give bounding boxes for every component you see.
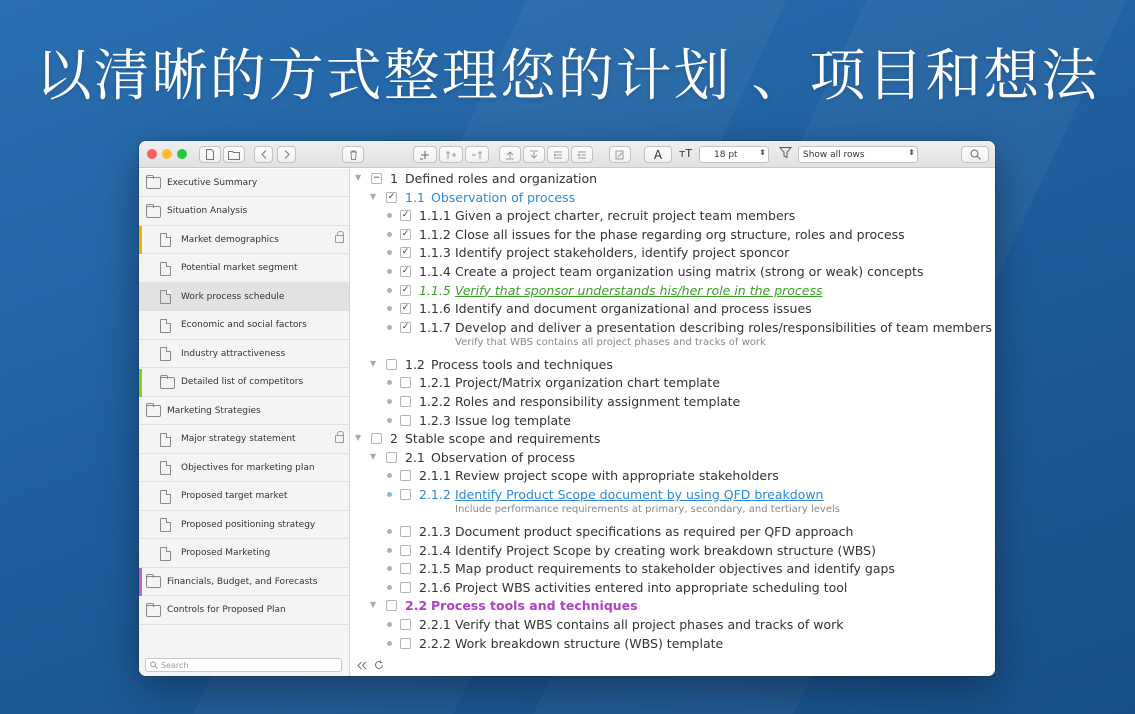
bullet-icon	[387, 399, 392, 404]
filter-icon[interactable]	[779, 146, 792, 162]
add-child-row-icon[interactable]	[439, 146, 463, 163]
outdent-icon[interactable]	[571, 146, 593, 163]
sidebar-item-executive-summary[interactable]: Executive Summary	[139, 169, 349, 197]
bullet-icon	[387, 418, 392, 423]
sidebar-item-detailed-competitors[interactable]: Detailed list of competitors	[139, 369, 349, 397]
label-color-bar	[139, 568, 142, 596]
outline-editor: ▼ − 1 Defined roles and organization ▼ ✓ 1.1 Observation of process ✓ 1.1.1 Given a project charter, recruit project team members ✓ 1.1.2 Close all issues for the phase regarding org structure, roles and process ✓ 1.1.3 Identify project stakeholders, identify project sponcor ✓ 1.1.4 Create a project team organization using matrix (strong or weak) concepts ✓ 1.1.5 Verify that sponsor understands his/her role in the process ✓ 1.1.6 Identify and document organizational and process issues ✓ 1.1.7 Develop and deliver a presentation describing roles/responsibilities of team members Verify that WBS contains all project phases and tracks of work ▼ 1.2 Process tools and techniques 1.2.1 Project/Matrix organization chart template 1.2.2 Roles and responsibility assignment template 1.2.3 Issue log template ▼ 2 Stable scope and requirements ▼ 2.1 Observation of process 2.1.1 Review project scope with appropriate stakeholders 2.1.2 Identify Product Scope document by using QFD breakdown Include performance requirements at primary, secondary, and tertiary levels 2.1.3 Document product specifications as required per QFD approach 2.1.4 Identify Project Scope by creating work breakdown structure (WBS) 2.1.5 Map product requirements to stakeholder objectives and identify gaps 2.1.6 Project WBS activities entered into appropriate scheduling tool ▼ 2.2 Process tools and techniques 2.2.1 Verify that WBS contains all project phases and tracks of work 2.2.2 Work breakdown structure (WBS) template	[351, 169, 995, 676]
row-note: Verify that WBS contains all project phases and tracks of work	[455, 337, 766, 348]
forward-chevron-icon[interactable]	[277, 146, 296, 163]
document-icon	[160, 461, 171, 475]
refresh-icon[interactable]	[374, 660, 384, 670]
sidebar-item-controls-proposed-plan[interactable]: Controls for Proposed Plan	[139, 597, 349, 625]
disclosure-triangle-icon[interactable]: ▼	[355, 433, 362, 443]
search-placeholder: Search	[161, 660, 189, 670]
toolbar	[139, 141, 995, 168]
checkbox-unchecked[interactable]	[386, 452, 397, 463]
minimize-window-button[interactable]	[162, 149, 172, 159]
search-icon[interactable]	[961, 146, 989, 163]
document-icon	[160, 490, 171, 504]
sidebar	[139, 169, 350, 676]
checkbox-checked[interactable]: ✓	[401, 210, 410, 221]
document-icon	[160, 290, 171, 304]
back-chevron-icon[interactable]	[254, 146, 273, 163]
row-filter-value: Show all rows	[803, 149, 865, 160]
bullet-icon	[387, 288, 392, 293]
checkbox-unchecked[interactable]	[386, 359, 397, 370]
checkbox-unchecked[interactable]	[400, 545, 411, 556]
stepper-icon[interactable]: ⬍	[759, 148, 766, 157]
checkbox-unchecked[interactable]	[400, 415, 411, 426]
bullet-icon	[387, 213, 392, 218]
delete-trash-icon[interactable]	[342, 146, 364, 163]
folder-icon	[146, 177, 161, 189]
checkbox-unchecked[interactable]	[400, 619, 411, 630]
checkbox-unchecked[interactable]	[400, 377, 411, 388]
add-parent-row-icon[interactable]	[465, 146, 489, 163]
checkbox-unchecked[interactable]	[386, 600, 397, 611]
folder-open-icon	[146, 206, 161, 218]
folder-open-icon	[146, 405, 161, 417]
folder-icon	[146, 605, 161, 617]
sidebar-item-work-process-schedule[interactable]: Work process schedule	[139, 283, 349, 311]
checkbox-unchecked[interactable]	[400, 396, 411, 407]
promo-headline: 以清晰的方式整理您的计划 、项目和想法	[35, 44, 1100, 109]
checkbox-checked[interactable]: ✓	[401, 247, 410, 258]
document-icon	[160, 233, 171, 247]
checkbox-checked[interactable]: ✓	[401, 284, 410, 295]
move-down-icon[interactable]	[523, 146, 545, 163]
font-size-value: 18 pt	[714, 149, 738, 160]
outline-footer	[351, 656, 995, 676]
document-icon	[160, 518, 171, 532]
document-icon	[160, 547, 171, 561]
bullet-icon	[387, 529, 392, 534]
checkbox-checked[interactable]: ✓	[401, 228, 410, 239]
zoom-window-button[interactable]	[177, 149, 187, 159]
sidebar-item-financials-budget[interactable]: Financials, Budget, and Forecasts	[139, 568, 349, 596]
checkbox-checked[interactable]: ✓	[401, 321, 410, 332]
bullet-icon	[387, 566, 392, 571]
folder-icon	[160, 377, 175, 389]
checkbox-checked[interactable]: ✓	[401, 266, 410, 276]
collapse-sidebar-icon[interactable]	[357, 661, 367, 670]
checkbox-checked[interactable]: ✓	[387, 191, 396, 202]
outline-link[interactable]: Identify Product Scope document by using QFD breakdown	[455, 487, 824, 502]
sidebar-item-economic-social-factors[interactable]: Economic and social factors	[139, 312, 349, 340]
document-icon	[160, 262, 171, 276]
add-row-icon[interactable]	[413, 146, 437, 163]
bullet-icon	[387, 473, 392, 478]
checkbox-unchecked[interactable]	[400, 489, 411, 500]
move-up-icon[interactable]	[499, 146, 521, 163]
sidebar-item-proposed-positioning[interactable]: Proposed positioning strategy	[139, 511, 349, 539]
sidebar-item-potential-market-segment[interactable]: Potential market segment	[139, 255, 349, 283]
indent-icon[interactable]	[547, 146, 569, 163]
row-note: Include performance requirements at primary, secondary, and tertiary levels	[455, 504, 840, 515]
document-icon	[160, 433, 171, 447]
checkbox-unchecked[interactable]	[400, 582, 411, 593]
checkbox-unchecked[interactable]	[400, 526, 411, 537]
sidebar-item-objectives-marketing-plan[interactable]: Objectives for marketing plan	[139, 454, 349, 482]
bullet-icon	[387, 232, 392, 237]
font-style-icon[interactable]: A	[644, 146, 672, 163]
bullet-icon	[387, 548, 392, 553]
checkbox-unchecked[interactable]	[371, 433, 382, 444]
folder-icon	[146, 576, 161, 588]
edit-note-icon[interactable]	[609, 146, 631, 163]
sidebar-item-proposed-marketing[interactable]: Proposed Marketing	[139, 540, 349, 568]
bullet-icon	[387, 622, 392, 627]
stepper-icon[interactable]: ⬍	[908, 148, 915, 157]
bullet-icon	[387, 492, 392, 497]
new-document-icon[interactable]	[199, 146, 221, 163]
checkbox-checked[interactable]: ✓	[401, 303, 410, 314]
lock-icon	[335, 235, 344, 243]
label-color-bar	[139, 369, 142, 397]
search-icon	[150, 661, 158, 669]
app-window	[139, 141, 995, 676]
sidebar-item-industry-attractiveness[interactable]: Industry attractiveness	[139, 340, 349, 368]
new-folder-icon[interactable]	[223, 146, 245, 163]
bullet-icon	[387, 269, 392, 274]
font-size-field[interactable]	[699, 146, 769, 163]
sidebar-item-marketing-strategies[interactable]: Marketing Strategies	[139, 397, 349, 425]
disclosure-triangle-icon[interactable]: ▼	[370, 600, 377, 610]
checkbox-partial[interactable]: −	[372, 173, 381, 183]
sidebar-item-major-strategy-statement[interactable]: Major strategy statement	[139, 426, 349, 454]
checkbox-unchecked[interactable]	[400, 470, 411, 481]
checkbox-unchecked[interactable]	[400, 638, 411, 649]
sidebar-item-situation-analysis[interactable]: Situation Analysis	[139, 198, 349, 226]
bullet-icon	[387, 306, 392, 311]
row-filter-select[interactable]	[798, 146, 918, 163]
disclosure-triangle-icon[interactable]: ▼	[370, 451, 377, 461]
font-size-icon: тT	[679, 147, 693, 160]
disclosure-triangle-icon[interactable]: ▼	[355, 173, 362, 182]
bullet-icon	[387, 250, 392, 255]
document-icon	[160, 319, 171, 333]
checkbox-unchecked[interactable]	[400, 563, 411, 574]
sidebar-item-market-demographics[interactable]: Market demographics	[139, 226, 349, 254]
disclosure-triangle-icon[interactable]: ▼	[370, 191, 377, 201]
document-icon	[160, 347, 171, 361]
sidebar-item-proposed-target-market[interactable]: Proposed target market	[139, 483, 349, 511]
bullet-icon	[387, 325, 392, 330]
sidebar-search-field[interactable]	[145, 658, 342, 672]
label-color-bar	[139, 226, 142, 254]
lock-icon	[335, 435, 344, 443]
outline-link[interactable]: Verify that sponsor understands his/her role in the process	[455, 282, 823, 298]
disclosure-triangle-icon[interactable]: ▼	[370, 358, 377, 368]
close-window-button[interactable]	[147, 149, 157, 159]
bullet-icon	[387, 641, 392, 646]
bullet-icon	[387, 380, 392, 385]
bullet-icon	[387, 585, 392, 590]
